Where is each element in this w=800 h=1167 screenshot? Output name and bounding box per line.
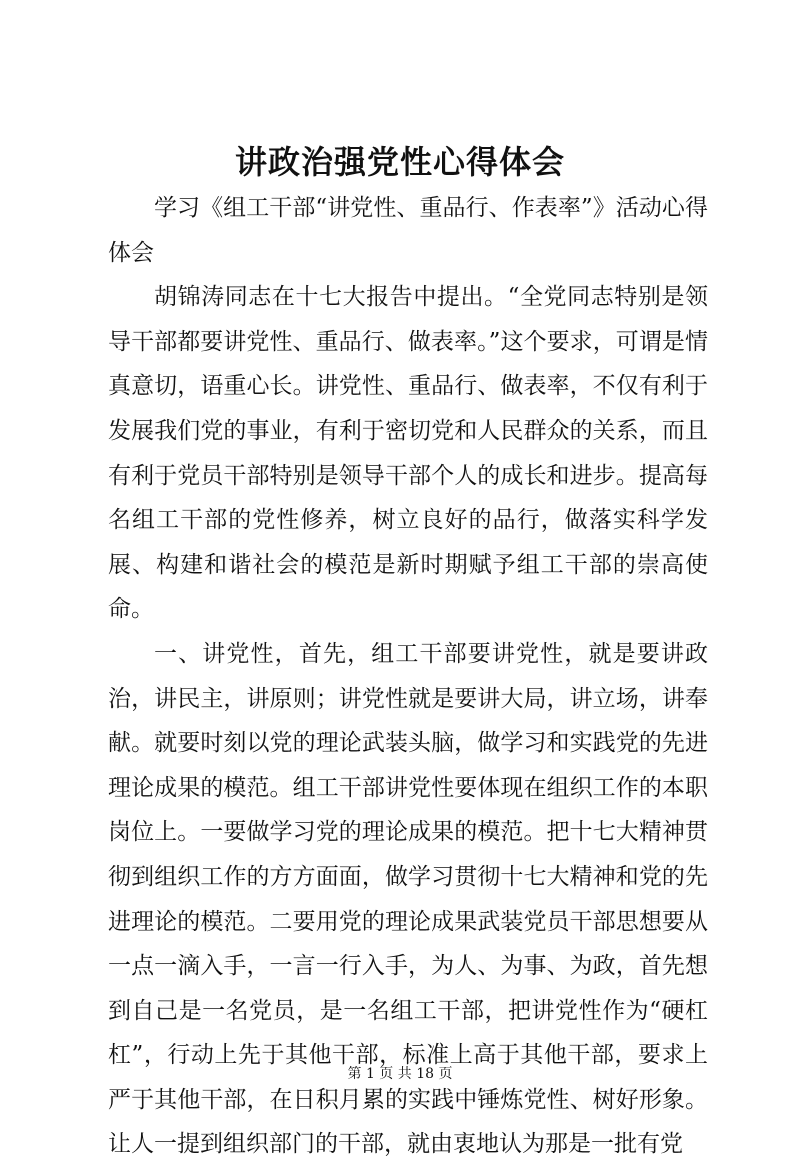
body-paragraph: 一、讲党性，首先，组工干部要讲党性，就是要讲政治，讲民主，讲原则；讲党性就是要讲大局，讲立场，讲奉献。就要时刻以党的理论武装头脑，做学习和实践党的先进理论成果的模范。组工干部讲党性要体现在组织工作的本职岗位上。一要做学习党的理论成果的模范。把十七大精神贯彻到组织工作的方方面面，做学习贯彻十七大精神和党的先进理论的模范。二要用党的理论成果武装党员干部思想要从一点一滴入手，一言一行入手，为人、为事、为政，首先想到自己是一名党员，是一名组工干部，把讲党性作为“硬杠杠”，行动上先于其他干部，标准上高于其他干部，要求上严于其他干部，在日积月累的实践中锤炼党性、树好形象。让人一提到组织部门的干部，就由衷地认为那是一批有党 bbox=[108, 640, 708, 1158]
subtitle-paragraph: 学习《组工干部“讲党性、重品行、作表率”》活动心得体会 bbox=[108, 195, 708, 266]
page-footer: 第 1 页 共 18 页 bbox=[347, 1066, 453, 1082]
body-paragraph: 胡锦涛同志在十七大报告中提出。“全党同志特别是领导干部都要讲党性、重品行、做表率。”这个要求，可谓是情真意切，语重心长。讲党性、重品行、做表率，不仅有利于发展我们党的事业，有利于密切党和人民群众的关系，而且有利于党员干部特别是领导干部个人的成长和进步。提高每名组工干部的党性修养，树立良好的品行，做落实科学发展、构建和谐社会的模范是新时期赋予组工干部的崇高使命。 bbox=[108, 284, 708, 623]
document-title: 讲政治强党性心得体会 bbox=[234, 143, 565, 181]
document-body bbox=[108, 186, 708, 1167]
